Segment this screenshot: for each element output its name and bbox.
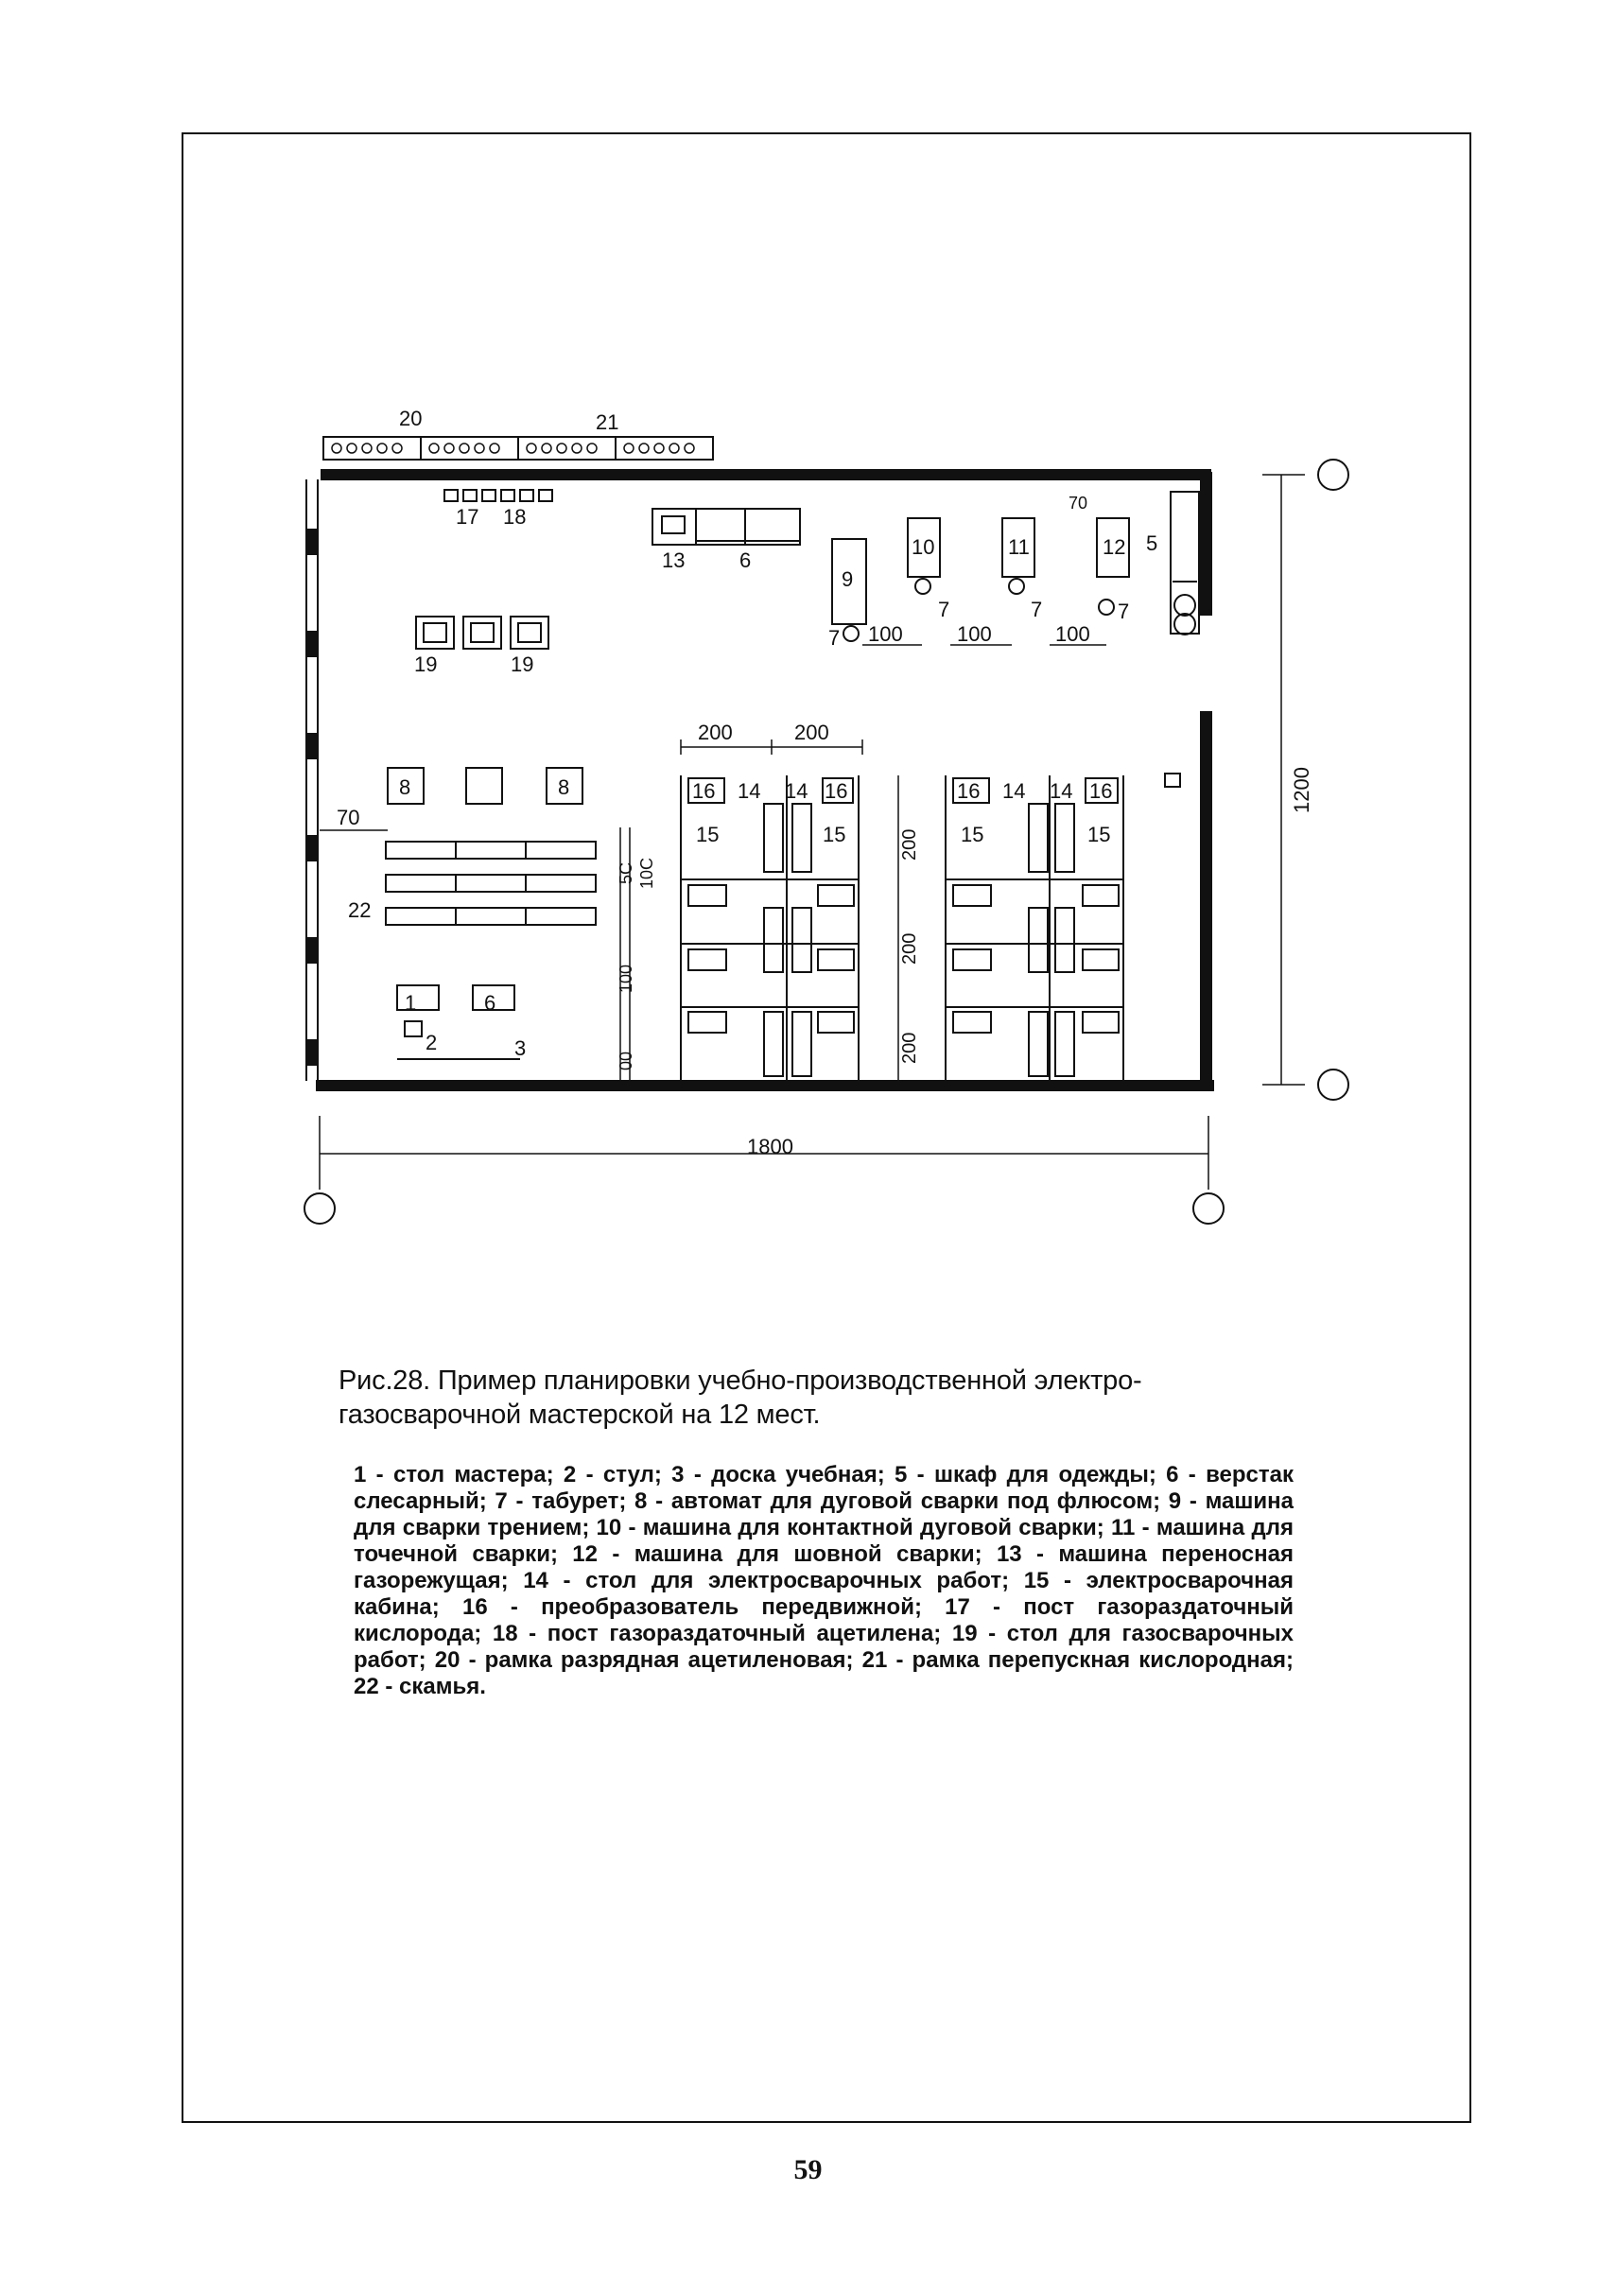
gas-welding-tables (416, 617, 548, 649)
label-7d: 7 (1118, 600, 1130, 623)
label-100b: 100 (957, 622, 992, 646)
label-100f: 00 (617, 1051, 635, 1070)
label-19a: 19 (414, 652, 438, 676)
label-10: 10 (912, 535, 935, 559)
rack-20 (323, 437, 713, 460)
label-200c: 200 (899, 828, 920, 861)
label-8a: 8 (399, 775, 411, 799)
label-16c: 16 (957, 779, 981, 803)
label-100e: 100 (617, 964, 635, 993)
welding-booths-left (681, 775, 859, 1080)
label-200b: 200 (794, 721, 829, 744)
label-21: 21 (596, 410, 619, 434)
label-9: 9 (842, 567, 854, 591)
label-16b: 16 (825, 779, 848, 803)
label-11: 11 (1008, 535, 1030, 559)
label-3: 3 (514, 1036, 527, 1060)
label-14d: 14 (1050, 779, 1073, 803)
benches-22 (386, 842, 596, 925)
label-70b: 70 (337, 806, 360, 829)
label-15b: 15 (823, 823, 846, 846)
label-18: 18 (503, 505, 527, 529)
label-20: 20 (399, 407, 423, 430)
wardrobe-5 (1171, 492, 1199, 635)
master-desk-1 (397, 985, 439, 1010)
label-22: 22 (348, 898, 372, 922)
floor-plan (284, 397, 1381, 1253)
gas-posts (444, 490, 552, 501)
label-2: 2 (426, 1031, 438, 1054)
welding-booths-right (946, 774, 1180, 1080)
label-200a: 200 (698, 721, 733, 744)
label-5: 5 (1146, 531, 1158, 555)
chair-2 (405, 1021, 422, 1036)
label-7b: 7 (938, 598, 950, 621)
label-1800: 1800 (747, 1135, 793, 1158)
figure-caption: Рис.28. Пример планировки учебно-производственной электро-газосварочной мастерской на 12 мест. (339, 1365, 1142, 1430)
label-19b: 19 (511, 652, 534, 676)
label-200e: 200 (899, 1032, 920, 1064)
label-200d: 200 (899, 932, 920, 965)
label-15c: 15 (961, 823, 984, 846)
label-1: 1 (405, 991, 417, 1015)
label-7a: 7 (828, 626, 841, 650)
auto-welding-8b (466, 768, 502, 804)
label-17: 17 (456, 505, 479, 529)
label-8b: 8 (558, 775, 570, 799)
label-6a: 6 (739, 548, 752, 572)
label-14c: 14 (1002, 779, 1026, 803)
label-13: 13 (662, 548, 686, 572)
label-12: 12 (1103, 535, 1126, 559)
label-1200: 1200 (1290, 767, 1313, 813)
label-100a: 100 (868, 622, 903, 646)
label-50: 5C (617, 861, 635, 884)
page-number: 59 (793, 2154, 823, 2185)
label-100c: 100 (1055, 622, 1090, 646)
label-16a: 16 (692, 779, 716, 803)
label-70a: 70 (1069, 494, 1088, 513)
figure-legend: 1 - стол мастера; 2 - стул; 3 - доска учебная; 5 - шкаф для одежды; 6 - верстак слесарный; 7 - табурет; 8 - автомат для дуговой сварки под флюсом; 9 - машина для сварки трением; 10 - машина для контактной дуговой сварки; 11 - машина для точечной сварки; 12 - машина для шовной сварки; 13 - машина переносная газорежущая; 14 - стол для электросварочных работ; 15 - электросварочная кабина; 16 - преобразователь передвижной; 17 - пост газораздаточный кислорода; 18 - пост газораздаточный ацетилена; 19 - стол для газосварочных работ; 20 - рамка разрядная ацетиленовая; 21 - рамка перепускная кислородная; 22 - скамья. (354, 1462, 1294, 1699)
label-16d: 16 (1089, 779, 1113, 803)
label-15a: 15 (696, 823, 720, 846)
label-14a: 14 (738, 779, 761, 803)
gas-cutting-machine (652, 509, 800, 545)
label-14b: 14 (785, 779, 808, 803)
label-15d: 15 (1087, 823, 1111, 846)
label-7c: 7 (1031, 598, 1043, 621)
label-6b: 6 (484, 991, 496, 1015)
label-100d: 10C (637, 857, 656, 889)
